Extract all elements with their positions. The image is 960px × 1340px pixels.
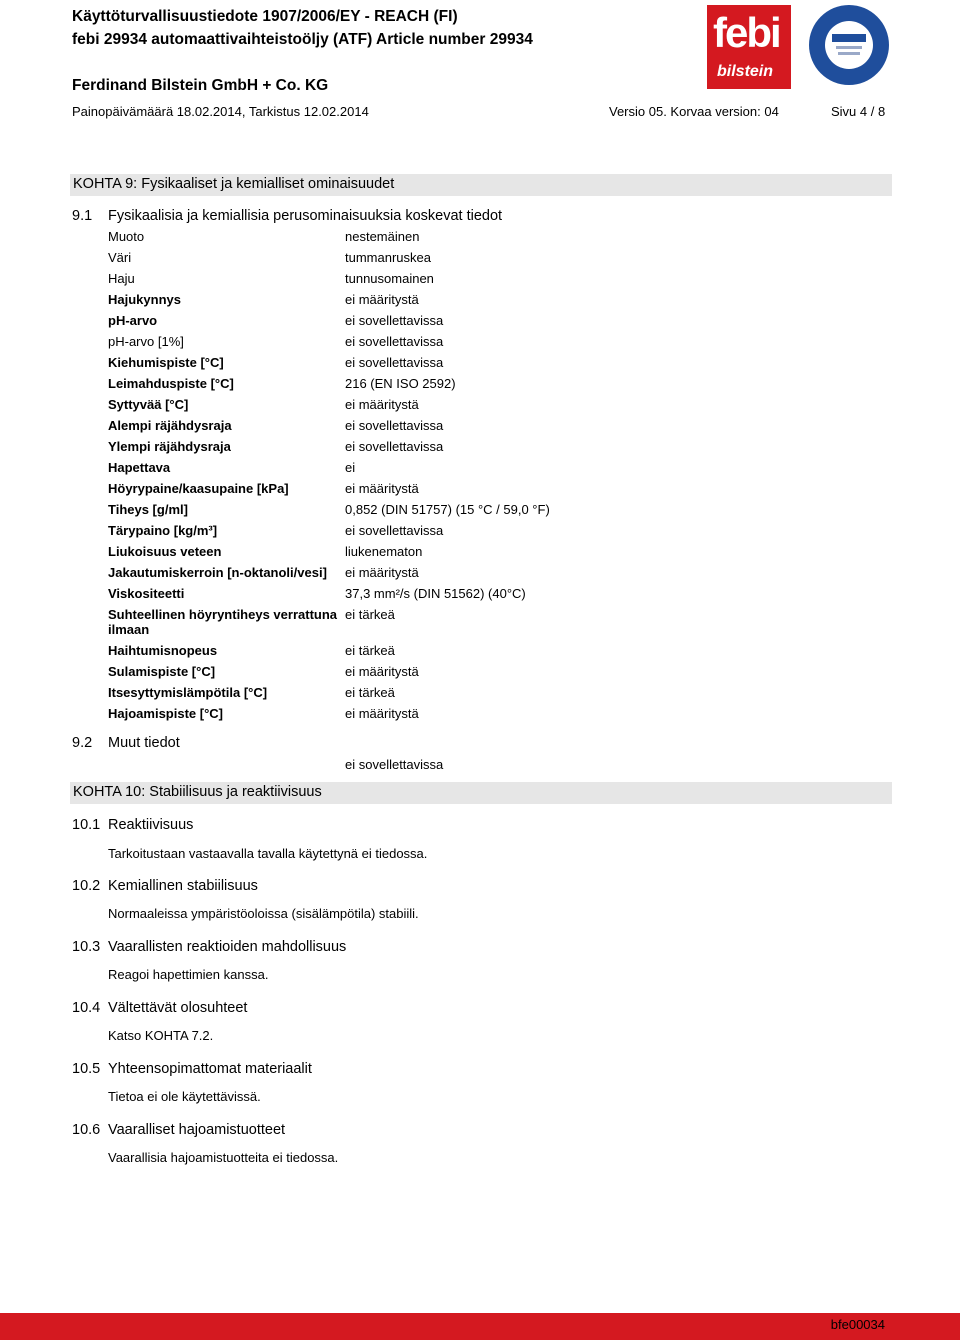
subsection-9-1-title: Fysikaalisia ja kemiallisia perusominaisuuksia koskevat tiedot <box>108 208 503 224</box>
property-label: Haju <box>108 271 135 286</box>
subsection-9-2-title: Muut tiedot <box>108 735 180 751</box>
property-row <box>108 355 708 376</box>
section-10-header <box>70 782 892 804</box>
property-label: Ylempi räjähdysraja <box>108 439 231 454</box>
subsection-10-1-number: 10.1 <box>72 817 101 833</box>
property-value: 0,852 (DIN 51757) (15 °C / 59,0 °F) <box>345 502 550 517</box>
properties-table <box>108 229 708 727</box>
product-name: febi 29934 automaattivaihteistoöljy (ATF) Article number 29934 <box>72 31 533 48</box>
property-value: ei määritystä <box>345 664 419 679</box>
property-label: pH-arvo <box>108 313 158 328</box>
property-row <box>108 460 708 481</box>
property-row <box>108 502 708 523</box>
subsection-10-1-text: Tarkoitustaan vastaavalla tavalla käytettynä ei tiedossa. <box>108 846 428 861</box>
property-label: Hajoamispiste [°C] <box>108 706 224 721</box>
subsection-10-2-title: Kemiallinen stabiilisuus <box>108 878 258 894</box>
property-label: Sulamispiste [°C] <box>108 664 216 679</box>
property-value: ei määritystä <box>345 565 419 580</box>
property-value: ei tärkeä <box>345 685 395 700</box>
subsection-10-2-number: 10.2 <box>72 878 101 894</box>
subsection-10-6-text: Vaarallisia hajoamistuotteita ei tiedossa. <box>108 1150 339 1165</box>
property-label: Jakautumiskerroin [n-oktanoli/vesi] <box>108 565 327 580</box>
property-value: ei määritystä <box>345 292 419 307</box>
property-label: Höyrypaine/kaasupaine [kPa] <box>108 481 289 496</box>
property-row <box>108 664 708 685</box>
property-row <box>108 229 708 250</box>
property-label: Hapettava <box>108 460 171 475</box>
property-value: ei määritystä <box>345 481 419 496</box>
property-row <box>108 397 708 418</box>
property-row <box>108 706 708 727</box>
subsection-10-3-title: Vaarallisten reaktioiden mahdollisuus <box>108 939 347 955</box>
property-value: ei sovellettavissa <box>345 523 444 538</box>
company-name: Ferdinand Bilstein GmbH + Co. KG <box>72 77 329 94</box>
subsection-10-5-text: Tietoa ei ole käytettävissä. <box>108 1089 261 1104</box>
property-value: liukenematon <box>345 544 423 559</box>
property-label: Tärypaino [kg/m³] <box>108 523 218 538</box>
property-value: 37,3 mm²/s (DIN 51562) (40°C) <box>345 586 526 601</box>
property-row <box>108 685 708 706</box>
property-value: ei sovellettavissa <box>345 334 444 349</box>
subsection-10-6-number: 10.6 <box>72 1122 101 1138</box>
property-row <box>108 271 708 292</box>
property-label: Alempi räjähdysraja <box>108 418 232 433</box>
property-row <box>108 643 708 664</box>
property-row <box>108 376 708 397</box>
subsection-10-3-number: 10.3 <box>72 939 101 955</box>
property-label: pH-arvo [1%] <box>108 334 184 349</box>
footer-bar <box>0 1313 960 1340</box>
subsection-10-2-text: Normaaleissa ympäristöoloissa (sisälämpötila) stabiili. <box>108 906 419 921</box>
tuv-certification-seal <box>808 4 890 86</box>
property-value: nestemäinen <box>345 229 420 244</box>
property-row <box>108 439 708 460</box>
document-code: bfe00034 <box>830 1317 885 1332</box>
febi-bilstein-logo <box>707 5 791 89</box>
property-value: ei määritystä <box>345 397 419 412</box>
febi-logo-text: febi <box>713 9 780 56</box>
property-label: Viskositeetti <box>108 586 185 601</box>
property-label: Kiehumispiste [°C] <box>108 355 224 370</box>
property-row <box>108 565 708 586</box>
property-label: Liukoisuus veteen <box>108 544 222 559</box>
property-row <box>108 544 708 565</box>
property-value: tunnusomainen <box>345 271 434 286</box>
property-value: ei tärkeä <box>345 643 395 658</box>
bilstein-logo-text: bilstein <box>717 63 774 80</box>
property-label: Haihtumisnopeus <box>108 643 218 658</box>
property-row <box>108 523 708 544</box>
property-row <box>108 250 708 271</box>
document-title: Käyttöturvallisuustiedote 1907/2006/EY - REACH (FI) <box>72 8 458 25</box>
property-row <box>108 334 708 355</box>
subsection-10-1-title: Reaktiivisuus <box>108 817 194 833</box>
property-value: ei määritystä <box>345 706 419 721</box>
property-value: ei sovellettavissa <box>345 355 444 370</box>
property-row <box>108 313 708 334</box>
property-row <box>108 418 708 439</box>
property-label: Muoto <box>108 229 145 244</box>
property-value: ei <box>345 460 356 475</box>
subsection-10-4-text: Katso KOHTA 7.2. <box>108 1028 214 1043</box>
subsection-10-4-number: 10.4 <box>72 1000 101 1016</box>
subsection-9-1-number: 9.1 <box>72 208 93 224</box>
property-value: 216 (EN ISO 2592) <box>345 376 456 391</box>
property-label: Tiheys [g/ml] <box>108 502 188 517</box>
property-row <box>108 292 708 313</box>
section-10-title: KOHTA 10: Stabiilisuus ja reaktiivisuus <box>73 784 322 800</box>
property-label: Syttyvää [°C] <box>108 397 189 412</box>
print-date: Painopäivämäärä 18.02.2014, Tarkistus 12.02.2014 <box>72 104 369 119</box>
property-label: Suhteellinen höyryntiheys verrattuna <box>108 607 338 622</box>
section-9-title: KOHTA 9: Fysikaaliset ja kemialliset ominaisuudet <box>73 176 395 192</box>
subsection-10-5-number: 10.5 <box>72 1061 101 1077</box>
property-row <box>108 481 708 502</box>
subsection-9-2-value: ei sovellettavissa <box>345 757 444 772</box>
subsection-10-3-text: Reagoi hapettimien kanssa. <box>108 967 269 982</box>
section-9-header <box>70 174 892 196</box>
version-info: Versio 05. Korvaa version: 04 <box>609 104 779 119</box>
property-label: Hajukynnys <box>108 292 181 307</box>
property-value: ei sovellettavissa <box>345 313 444 328</box>
subsection-10-5-title: Yhteensopimattomat materiaalit <box>108 1061 312 1077</box>
property-label-continued: ilmaan <box>108 622 150 637</box>
property-label: Leimahduspiste [°C] <box>108 376 234 391</box>
page-number: Sivu 4 / 8 <box>831 104 886 119</box>
subsection-10-4-title: Vältettävät olosuhteet <box>108 1000 248 1016</box>
subsection-9-2-number: 9.2 <box>72 735 93 751</box>
property-label: Väri <box>108 250 132 265</box>
property-row <box>108 607 708 643</box>
property-value: ei sovellettavissa <box>345 439 444 454</box>
property-value: tummanruskea <box>345 250 431 265</box>
property-value: ei sovellettavissa <box>345 418 444 433</box>
property-value: ei tärkeä <box>345 607 395 622</box>
property-row <box>108 586 708 607</box>
property-label: Itsesyttymislämpötila [°C] <box>108 685 268 700</box>
subsection-10-6-title: Vaaralliset hajoamistuotteet <box>108 1122 286 1138</box>
